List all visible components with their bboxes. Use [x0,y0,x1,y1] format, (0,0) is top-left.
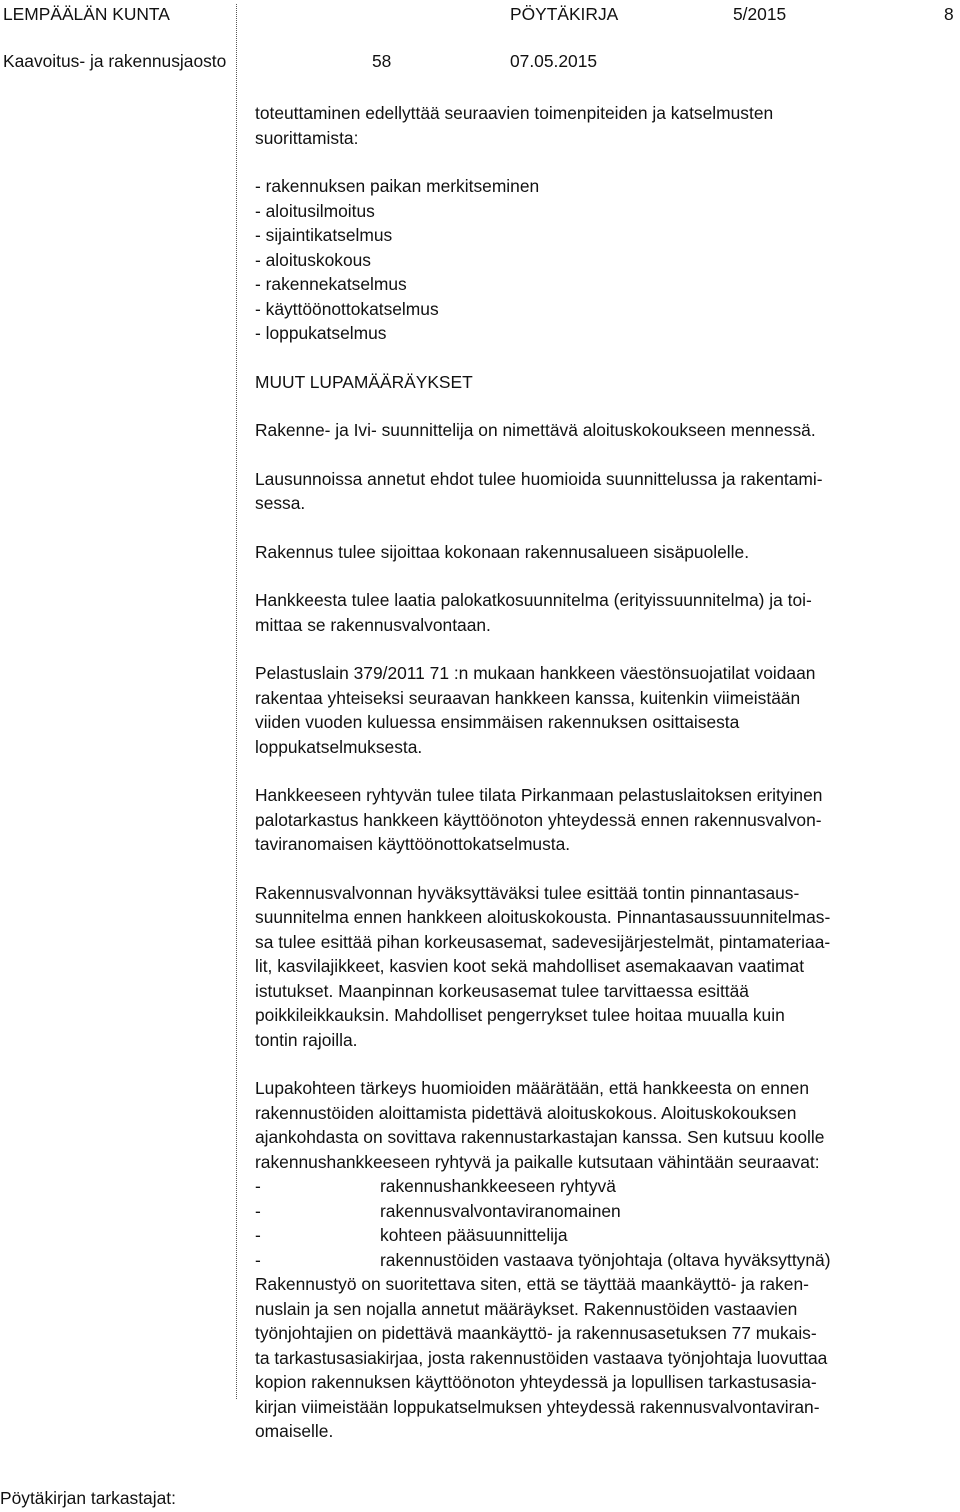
list-item: - rakennushankkeeseen ryhtyvä [255,1176,616,1196]
committee-name: Kaavoitus- ja rakennusjaosto [3,51,227,71]
meeting-date: 07.05.2015 [510,51,598,71]
document-type: PÖYTÄKIRJA [510,4,619,24]
paragraph-fire-inspection: Hankkeeseen ryhtyvän tulee tilata Pirkanmaan pelastuslaitoksen erityinen palotarkastus hankkeen käyttöönoton yhteydessä ennen rakennusvalvon- taviranomaisen käyttöönottokatselmusta. [255,785,823,854]
page-number: 8 [944,4,954,24]
paragraph-designer: Rakenne- ja Ivi- suunnittelija on nimettävä aloituskokoukseen mennessä. [255,420,816,440]
intro-paragraph: toteuttaminen edellyttää seuraavien toimenpiteiden ja katselmusten suorittamista: [255,103,774,148]
margin-dotted-line [236,4,238,1399]
inspection-steps-list [255,174,955,346]
list-item: - rakennusvalvontaviranomainen [255,1200,621,1221]
footer-reviewers-label: Pöytäkirjan tarkastajat: [0,1488,176,1508]
list-item: - rakennuksen paikan merkitseminen [255,176,540,196]
list-item: - aloitusilmoitus [255,200,375,221]
list-item: - rakennekatselmus [255,274,407,294]
list-item: - aloituskokous [255,249,371,270]
paragraph-grading-plan: Rakennusvalvonnan hyväksyttäväksi tulee esittää tontin pinnantasaus- suunnitelma ennen hankkeen aloituskokousta. Pinnantasaussuunnitelmas- sa tulee esittää pihan korkeusasemat, sadevesijärjestelmät, pintamateriaa- lit, kasvilajikkeet, kasvien koot sekä mahdolliset asemakaavan vaatimat istutukset. Maanpinnan korkeusasemat tulee tarvittaessa esittää poikkileikkauksin. Mahdolliset pengerrykset tulee hoitaa muualla kuin tontin rajoilla. [255,882,831,1050]
list-item: - sijaintikatselmus [255,225,393,245]
paragraph-fire-plan: Hankkeesta tulee laatia palokatkosuunnitelma (erityissuunnitelma) ja toi- mittaa se rakennusvalvontaan. [255,590,812,635]
list-item: - kohteen pääsuunnittelija [255,1225,568,1245]
municipality-name: LEMPÄÄLÄN KUNTA [3,4,170,24]
list-item: - käyttöönottokatselmus [255,298,439,319]
paragraph-start-meeting: Lupakohteen tärkeys huomioiden määrätään, että hankkeesta on ennen rakennustöiden aloittamista pidettävä aloituskokous. Aloituskokouksen ajankohdasta on sovittava rakennustarkastajan kanssa. Sen kutsuu koolle rakennushankkeeseen ryhtyvä ja paikalle kutsutaan vähintään seuraavat: - rakennushankkeeseen ryhtyvä - rakennusvalvontaviranomainen - kohteen pääsuunnittelija - rakennustöiden vastaava työnjohtaja (oltava hyväksyttynä) Rakennustyö on suoritettava siten, että se täyttää maankäyttö- ja raken- nuslain ja sen nojalla annetut määräykset. Rakennustöiden vastaavien työnjohtajien on pidettävä maankäyttö- ja rakennusasetuksen 77 mukais- ta tarkastusasiakirjaa, josta rakennustöiden vastaava työnjohtaja luovuttaa kopion rakennuksen käyttöönoton yhteydessä ja lopullisen tarkastusasia- kirjan viimeistään loppukatselmuksen yhteydessä rakennusvalvontaviran- omaiselle. [255,1076,955,1444]
document-number: 5/2015 [733,4,787,24]
list-item: - loppukatselmus [255,323,387,343]
document-body [255,101,955,1444]
paragraph-shelter: Pelastuslain 379/2011 71 :n mukaan hankkeen väestönsuojatilat voidaan rakentaa yhteiseksi seuraavan hankkeen kanssa, kuitenkin viimeistään viiden vuoden kuluessa ensimmäisen rakennuksen osittaisesta loppukatselmuksesta. [255,663,816,757]
paragraph-statements: Lausunnoissa annetut ehdot tulee huomioida suunnittelussa ja rakentami- sessa. [255,468,823,513]
list-item: - rakennustöiden vastaava työnjohtaja (oltava hyväksyttynä) [255,1249,831,1270]
paragraph-placement: Rakennus tulee sijoittaa kokonaan rakennusalueen sisäpuolelle. [255,541,750,562]
section-number: 58 [372,51,392,71]
section-heading: MUUT LUPAMÄÄRÄYKSET [255,371,473,392]
